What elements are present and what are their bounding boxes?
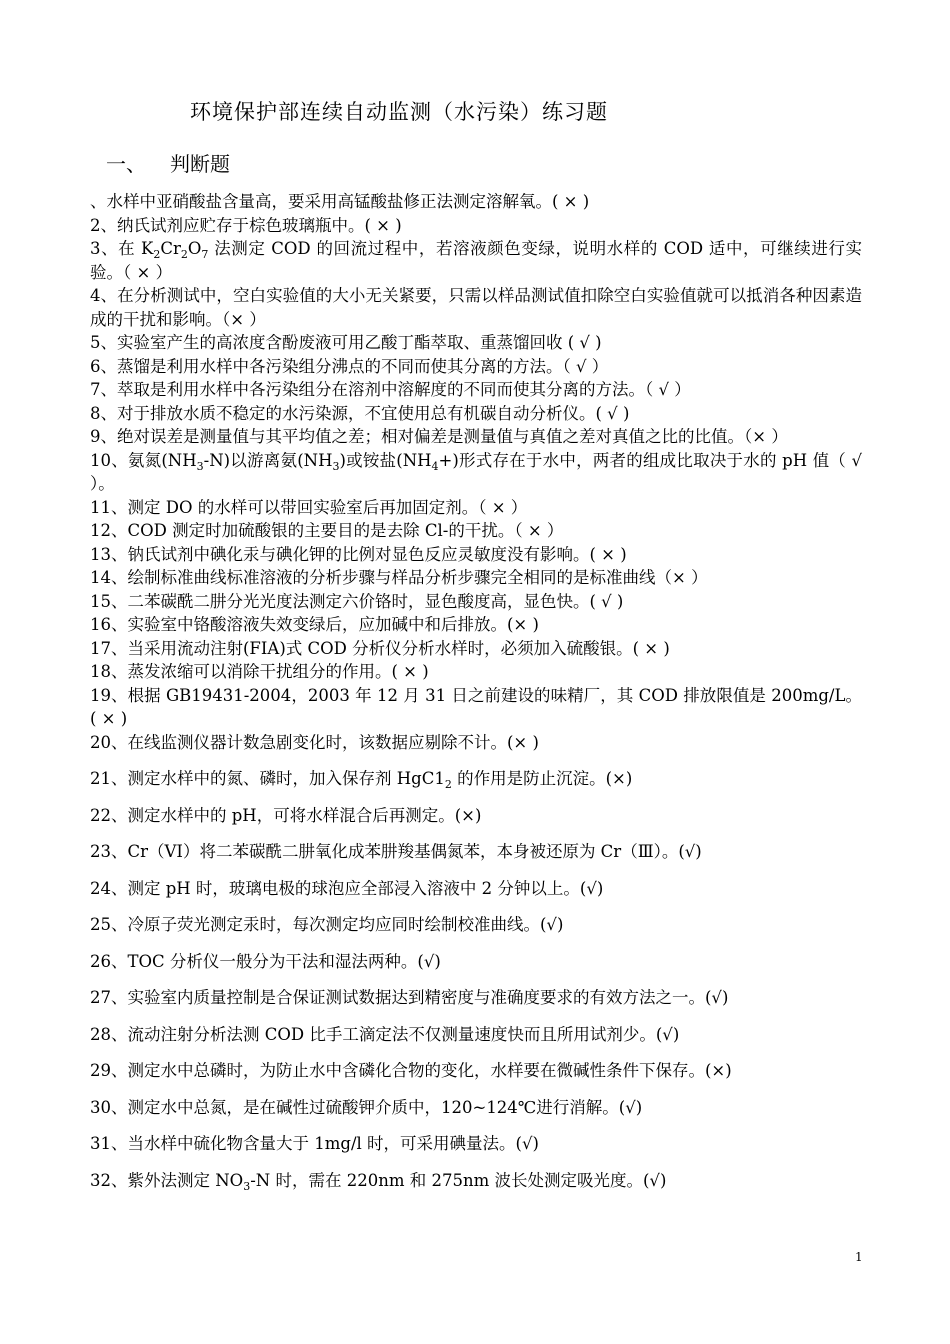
question-item-31: 31、当水样中硫化物含量大于 1mg/l 时，可采用碘量法。(√): [90, 1134, 539, 1153]
question-item-2: 2、纳氏试剂应贮存于棕色玻璃瓶中。( × ): [90, 215, 402, 235]
question-item-23: 23、Cr（VI）将二苯碳酰二肼氧化成苯肼羧基偶氮苯，本身被还原为 Cr（Ⅲ）。(√): [90, 842, 702, 861]
question-item-10: 10、氨氮$(NH_3-N)$以游离氨$(NH_3)$或铵盐$(NH_4+)$形式存在于水中，两者的组成比取决于水的 pH 值（ √ ）。: [90, 450, 862, 493]
question-item-26: 26、TOC 分析仪一般分为干法和湿法两种。(√): [90, 951, 441, 971]
question-item-21: 21、测定水样中的氮、磷时，加入保存剂 $HgC1_2$ 的作用是防止沉淀。(×): [90, 769, 633, 791]
question-item-32: 32、紫外法测定 $NO_3-N$ 时，需在 220nm 和 275nm 波长处测定吸光度。(√): [90, 1170, 667, 1193]
question-item-29: 29、测定水中总磷时，为防止水中含磷化合物的变化，水样要在微碱性条件下保存。(×): [90, 1061, 732, 1080]
question-item-14: 14、绘制标准曲线标准溶液的分析步骤与样品分析步骤完全相同的是标准曲线（× ）: [90, 568, 708, 587]
question-list: [90, 190, 862, 1192]
question-item-19: 19、根据 GB19431-2004，2003 年 12 月 31 日之前建设的味精厂，其 COD 排放限值是 200mg/L。( × ): [90, 685, 862, 728]
question-item-22: 22、测定水样中的 pH，可将水样混合后再测定。(×): [90, 805, 482, 825]
question-item-3: 3、在 $K_2Cr_2O_7$ 法测定 COD 的回流过程中，若溶液颜色变绿，说明水样的 COD 适中，可继续进行实验。（ × ）: [90, 239, 862, 282]
question-item-9: 9、绝对误差是测量值与其平均值之差；相对偏差是测量值与真值之差对真值之比的比值。（× ）: [90, 427, 788, 446]
section-number: 一、: [106, 152, 146, 176]
question-item-8: 8、对于排放水质不稳定的水污染源，不宜使用总有机碳自动分析仪。( √ ): [90, 403, 630, 423]
page-title: 环境保护部连续自动监测（水污染）练习题: [190, 100, 608, 124]
question-item-13: 13、钠氏试剂中碘化汞与碘化钾的比例对显色反应灵敏度没有影响。( × ): [90, 544, 627, 564]
question-item-20: 20、在线监测仪器计数急剧变化时，该数据应剔除不计。(× ): [90, 732, 539, 752]
question-item-15: 15、二苯碳酰二肼分光光度法测定六价铬时，显色酸度高，显色快。( √ ): [90, 591, 624, 611]
question-item-25: 25、冷原子荧光测定汞时，每次测定均应同时绘制校准曲线。(√): [90, 915, 564, 934]
question-item-24: 24、测定 pH 时，玻璃电极的球泡应全部浸入溶液中 2 分钟以上。(√): [90, 878, 604, 898]
section-label: 判断题: [170, 152, 230, 176]
question-item-4: 4、在分析测试中，空白实验值的大小无关紧要，只需以样品测试值扣除空白实验值就可以抵消各种因素造成的干扰和影响。（× ）: [90, 286, 862, 329]
question-item-28: 28、流动注射分析法测 COD 比手工滴定法不仅测量速度快而且所用试剂少。(√): [90, 1024, 680, 1044]
question-item-5: 5、实验室产生的高浓度含酚废液可用乙酸丁酯萃取、重蒸馏回收 ( √ ): [90, 333, 602, 352]
question-item-27: 27、实验室内质量控制是合保证测试数据达到精密度与准确度要求的有效方法之一。(√): [90, 988, 729, 1007]
page-number: 1: [855, 1250, 863, 1264]
question-item-16: 16、实验室中铬酸溶液失效变绿后，应加碱中和后排放。(× ): [90, 615, 539, 634]
question-item-6: 6、蒸馏是利用水样中各污染组分沸点的不同而使其分离的方法。（ √ ）: [90, 356, 609, 376]
question-item-12: 12、COD 测定时加硫酸银的主要目的是去除 Cl-的干扰。（ × ）: [90, 521, 564, 540]
question-item-18: 18、蒸发浓缩可以消除干扰组分的作用。( × ): [90, 662, 429, 681]
question-item-11: 11、测定 DO 的水样可以带回实验室后再加固定剂。（ × ）: [90, 497, 528, 517]
question-item-17: 17、当采用流动注射(FIA)式 COD 分析仪分析水样时，必须加入硫酸银。( × ): [90, 638, 670, 658]
question-item-30: 30、测定水中总氮，是在碱性过硫酸钾介质中，120~124℃进行消解。(√): [90, 1097, 643, 1117]
section-heading: [106, 148, 230, 177]
question-item-7: 7、萃取是利用水样中各污染组分在溶剂中溶解度的不同而使其分离的方法。（ √ ）: [90, 380, 691, 399]
question-item-1: 、水样中亚硝酸盐含量高，要采用高锰酸盐修正法测定溶解氧。( × ): [90, 192, 590, 211]
